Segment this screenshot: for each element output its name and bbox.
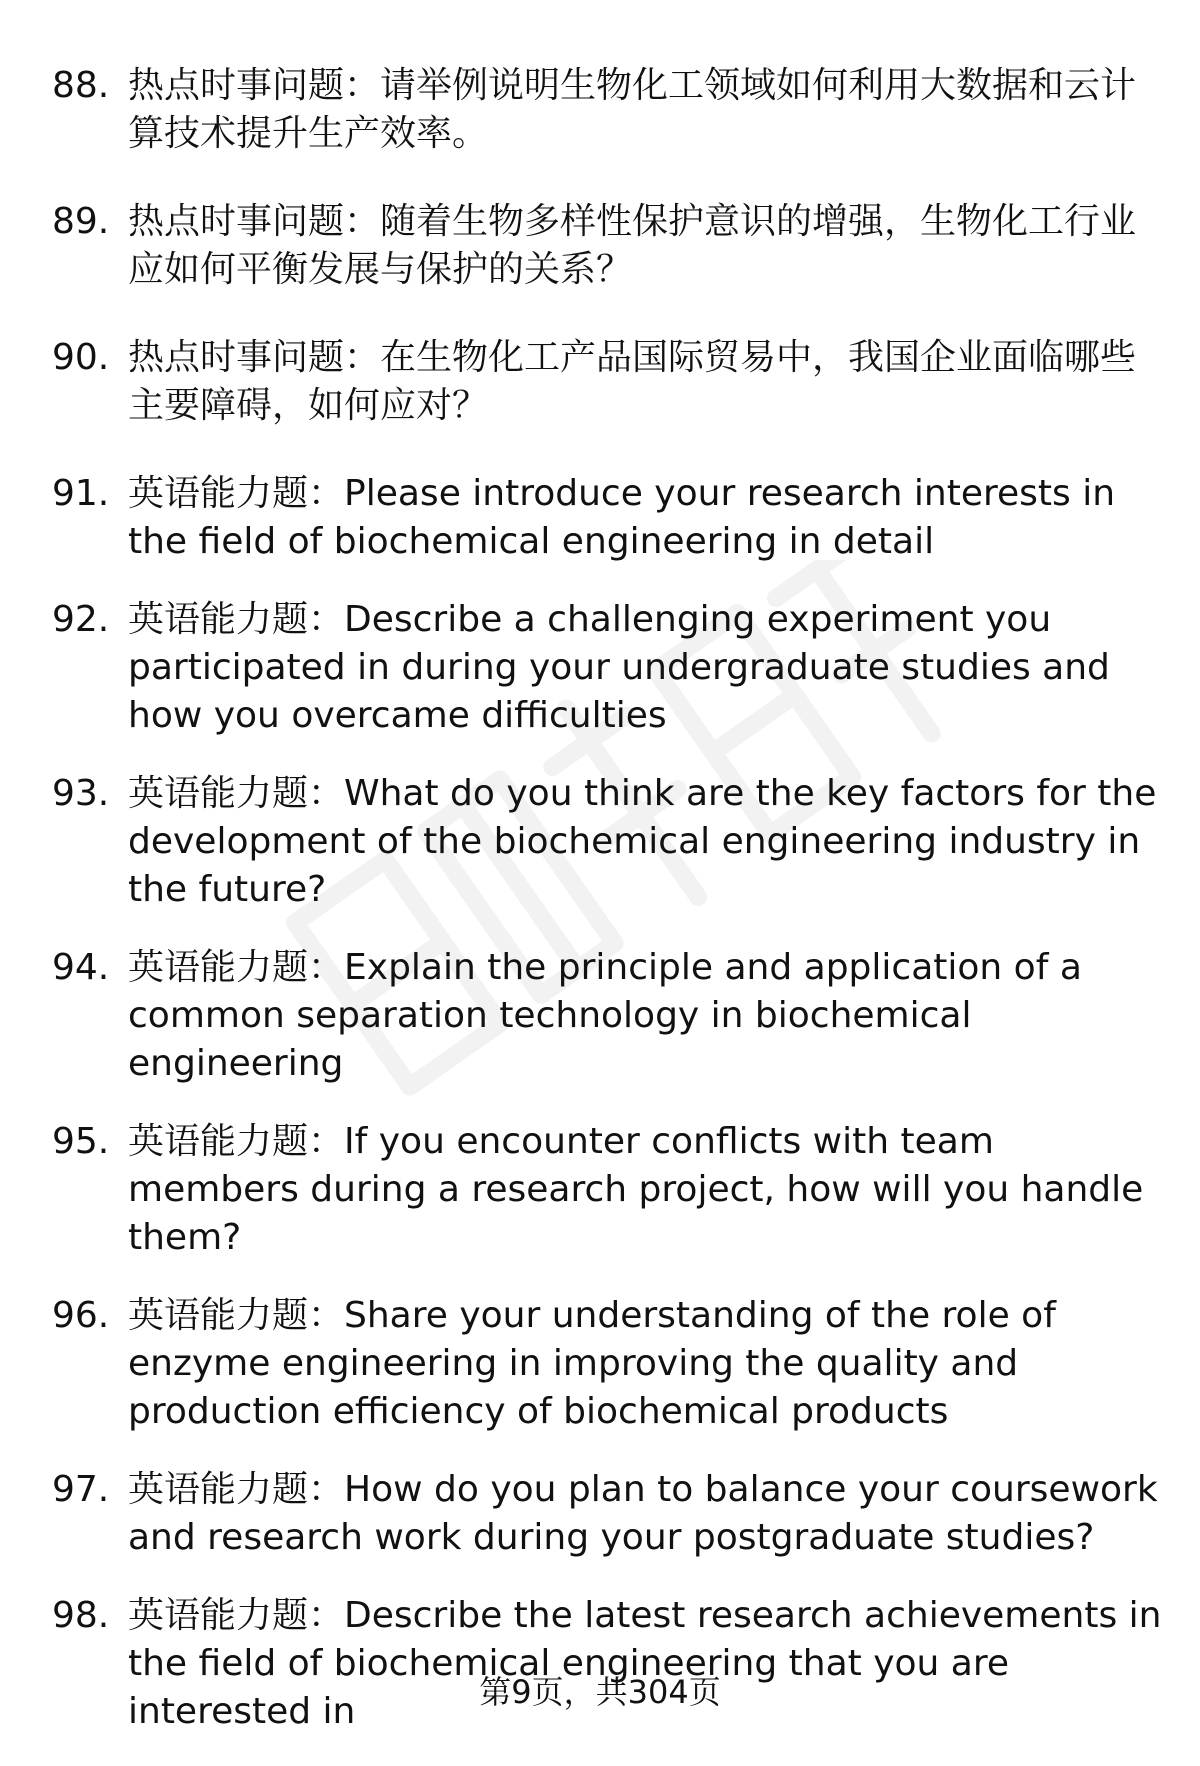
question-item xyxy=(52,596,1162,740)
question-category: 英语能力题： xyxy=(128,1121,345,1162)
question-text: Describe a challenging experiment you participated in during your undergraduate studies and how you overcame difficulties xyxy=(128,599,1110,736)
question-text: Explain the principle and application of a common separation technology in biochemical engineering xyxy=(128,947,1082,1084)
question-number: 96. xyxy=(52,1295,110,1336)
question-category: 热点时事问题： xyxy=(128,65,381,106)
question-category: 英语能力题： xyxy=(128,1469,345,1510)
question-body xyxy=(128,1592,1162,1736)
question-text: Describe the latest research achievements in the field of biochemical engineering that you are interested in xyxy=(128,1595,1162,1732)
question-number: 98. xyxy=(52,1595,110,1636)
question-item xyxy=(52,62,1162,158)
question-text: Share your understanding of the role of enzyme engineering in improving the quality and production efficiency of biochemical products xyxy=(128,1295,1056,1432)
question-category: 热点时事问题： xyxy=(128,337,381,378)
question-number: 93. xyxy=(52,773,110,814)
question-text: 在生物化工产品国际贸易中，我国企业面临哪些主要障碍，如何应对？ xyxy=(128,337,1137,426)
question-text: If you encounter conflicts with team members during a research project, how will you handle them? xyxy=(128,1121,1144,1258)
question-text: How do you plan to balance your coursework and research work during your postgraduate studies? xyxy=(128,1469,1158,1558)
question-text: 请举例说明生物化工领域如何利用大数据和云计算技术提升生产效率。 xyxy=(128,65,1137,154)
question-category: 英语能力题： xyxy=(128,473,345,514)
question-category: 热点时事问题： xyxy=(128,201,381,242)
question-body xyxy=(128,770,1162,914)
question-category: 英语能力题： xyxy=(128,773,345,814)
question-body xyxy=(128,944,1162,1088)
question-number: 94. xyxy=(52,947,110,988)
question-item xyxy=(52,1292,1162,1436)
question-body xyxy=(128,198,1162,294)
question-item xyxy=(52,1118,1162,1262)
question-item xyxy=(52,1592,1162,1736)
question-body xyxy=(128,596,1162,740)
question-body xyxy=(128,62,1162,158)
question-body xyxy=(128,1292,1162,1436)
question-item xyxy=(52,770,1162,914)
question-body xyxy=(128,334,1162,430)
question-item xyxy=(52,944,1162,1088)
page-number-footer: 第9页，共304页 xyxy=(479,1673,721,1711)
question-number: 91. xyxy=(52,473,110,514)
question-number: 88. xyxy=(52,65,110,106)
question-body xyxy=(128,1466,1162,1562)
question-number: 90. xyxy=(52,337,110,378)
question-number: 95. xyxy=(52,1121,110,1162)
question-category: 英语能力题： xyxy=(128,1595,345,1636)
question-category: 英语能力题： xyxy=(128,947,345,988)
question-number: 92. xyxy=(52,599,110,640)
question-item xyxy=(52,470,1162,566)
question-item xyxy=(52,1466,1162,1562)
question-number: 89. xyxy=(52,201,110,242)
question-list xyxy=(52,62,1162,1766)
question-text: 随着生物多样性保护意识的增强，生物化工行业应如何平衡发展与保护的关系？ xyxy=(128,201,1137,290)
question-body xyxy=(128,470,1162,566)
question-number: 97. xyxy=(52,1469,110,1510)
question-text: What do you think are the key factors for the development of the biochemical engineering industry in the future? xyxy=(128,773,1157,910)
question-category: 英语能力题： xyxy=(128,1295,345,1336)
question-category: 英语能力题： xyxy=(128,599,345,640)
question-item xyxy=(52,334,1162,430)
question-body xyxy=(128,1118,1162,1262)
question-item xyxy=(52,198,1162,294)
question-text: Please introduce your research interests in the field of biochemical engineering in detail xyxy=(128,473,1116,562)
